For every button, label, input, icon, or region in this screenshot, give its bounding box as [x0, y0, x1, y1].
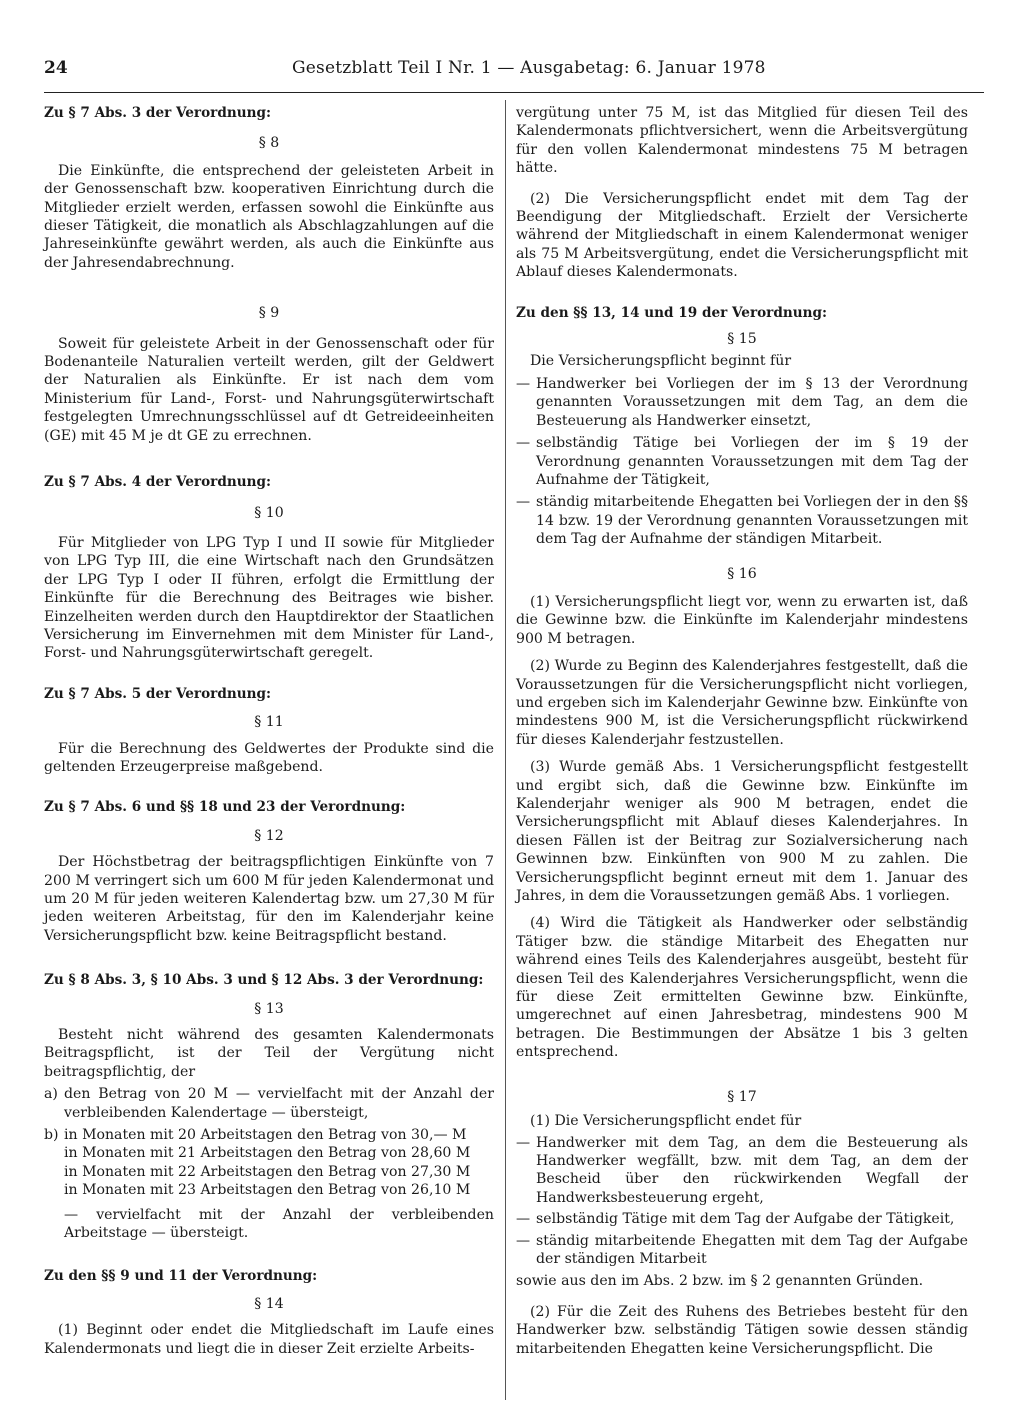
- section-text: Die Einkünfte, die entsprechend der geleisteten Arbeit in der Genossenschaft bzw. kooperativen Einrichtung durch die Mitglieder erzielt werden, erfassen sowohl die Einkünfte aus dieser Tätigkeit, die monatlich als Abschlagzahlungen auf die Jahreseinkünfte gewährt werden, als auch die Einkünfte aus der Jahresendabrechnung.: [44, 162, 494, 271]
- list-marker: b): [44, 1127, 59, 1144]
- section-heading: § 17: [727, 1088, 757, 1105]
- section-reference: Zu § 8 Abs. 3, § 10 Abs. 3 und § 12 Abs. 3 der Verordnung:: [44, 972, 484, 989]
- list-item: [516, 1134, 968, 1208]
- section-text: Für Mitglieder von LPG Typ I und II sowie für Mitglieder von LPG Typ III, die eine Wirtschaft nach den Grundsätzen der LPG Typ I oder II führen, erfolgt die Ermittlung der Einkünfte für die Berechnung des Beitrages wie bisher. Einzelheiten werden durch den Hauptdirektor der Staatlichen Versicherung im Einvernehmen mit dem Minister für Land-, Forst- und Nahrungsgüterwirtschaft geregelt.: [44, 534, 494, 662]
- dash-marker: —: [516, 435, 531, 452]
- section-heading: § 16: [727, 565, 757, 582]
- list-item-line: in Monaten mit 22 Arbeitstagen den Betrag von 27,30 M: [64, 1163, 471, 1180]
- dash-marker: —: [516, 375, 531, 392]
- section-heading: § 13: [254, 1000, 284, 1017]
- dash-marker: —: [516, 1232, 531, 1249]
- list-item-line: in Monaten mit 23 Arbeitstagen den Betrag von 26,10 M: [64, 1182, 471, 1199]
- section-heading: § 12: [254, 827, 284, 844]
- list-marker: a): [44, 1086, 58, 1103]
- section-text: (1) Die Versicherungspflicht endet für: [530, 1113, 802, 1130]
- section-text: (2) Wurde zu Beginn des Kalenderjahres festgestellt, daß die Voraussetzungen für die Versicherungspflicht nicht vorliegen, und ergeben sich im Kalenderjahr Gewinne bzw. Einkünfte von mindestens 900 M, ist die Versicherungspflicht rückwirkend für dieses Kalenderjahr festzustellen.: [516, 658, 968, 748]
- section-text: Für die Berechnung des Geldwertes der Produkte sind die geltenden Erzeugerpreise maßgebend.: [44, 740, 494, 775]
- section-reference: Zu § 7 Abs. 5 der Verordnung:: [44, 685, 271, 702]
- dash-marker: —: [516, 1134, 531, 1151]
- section-heading: § 14: [254, 1295, 284, 1312]
- section-heading: § 11: [254, 714, 284, 731]
- section-text: Die Versicherungspflicht beginnt für: [530, 353, 792, 370]
- section-text: (4) Wird die Tätigkeit als Handwerker oder selbständig Tätiger bzw. die ständige Mitarbeit des Ehegatten nur während eines Teils des Kalenderjahres ausgeübt, besteht für diesen Teil des Kalenderjahres Versicherungspflicht, wenn die für diese Zeit ermittelten Gewinne bzw. Einkünfte, umgerechnet auf einen Jahresbetrag, mindestens 900 M betragen. Die Bestimmungen der Absätze 1 bis 3 gelten entsprechend.: [516, 915, 968, 1061]
- list-item: [516, 1232, 968, 1269]
- list-item: [44, 1085, 494, 1122]
- section-reference: Zu den §§ 9 und 11 der Verordnung:: [44, 1267, 318, 1284]
- section-text: Soweit für geleistete Arbeit in der Genossenschaft oder für Bodenanteile Naturalien verteilt werden, gilt der Geldwert der Naturalien als Einkünfte. Er ist nach dem vom Ministerium für Land-, Forst- und Nahrungsgüterwirtschaft festgelegten Umrechnungsschlüssel auf dt Getreideeinheiten (GE) mit 45 M je dt GE zu errechnen.: [44, 335, 494, 444]
- section-text: Besteht nicht während des gesamten Kalendermonats Beitragspflicht, ist der Teil der Vergütung nicht beitragspflichtig, der: [44, 1027, 494, 1080]
- list-item-text: den Betrag von 20 M — vervielfacht mit der Anzahl der verbleibenden Kalendertage — übersteigt,: [64, 1086, 494, 1121]
- section-reference: Zu § 7 Abs. 3 der Verordnung:: [44, 105, 271, 121]
- section-text: Der Höchstbetrag der beitragspflichtigen Einkünfte von 7 200 M verringert sich um 600 M für jeden Kalendermonat und um 20 M für jeden weiteren Kalendertag bzw. um 27,30 M für jeden weiteren Arbeitstag, für den im Kalenderjahr keine Versicherungspflicht bzw. keine Beitragspflicht bestand.: [44, 854, 494, 944]
- list-item: [516, 434, 968, 489]
- list-item: [516, 1210, 968, 1228]
- section-text: sowie aus den im Abs. 2 bzw. im § 2 genannten Gründen.: [516, 1273, 924, 1290]
- page-number: 24: [44, 58, 68, 78]
- list-item-text: Handwerker bei Vorliegen der im § 13 der Verordnung genannten Voraussetzungen mit dem Tag, an dem die Besteuerung als Handwerker einsetzt,: [536, 375, 968, 429]
- list-item-line: in Monaten mit 20 Arbeitstagen den Betrag von 30,— M: [64, 1127, 467, 1144]
- section-heading: § 9: [258, 305, 280, 322]
- section-text: (2) Die Versicherungspflicht endet mit dem Tag der Beendigung der Mitgliedschaft. Erzielt der Versicherte während der Mitgliedschaft in einem Kalendermonat weniger als 75 M Arbeitsvergütung, endet die Versicherungspflicht mit Ablauf dieses Kalendermonats.: [516, 190, 968, 281]
- section-reference: Zu § 7 Abs. 6 und §§ 18 und 23 der Verordnung:: [44, 799, 406, 816]
- right-column: [516, 104, 968, 1358]
- list-item-text: selbständig Tätige bei Vorliegen der im § 19 der Verordnung genannten Voraussetzungen mit dem Tag der Aufnahme der Tätigkeit,: [536, 435, 968, 488]
- page-header: [44, 58, 984, 93]
- list-item: [44, 1126, 494, 1200]
- dash-marker: —: [516, 494, 531, 511]
- list-item-text: selbständig Tätige mit dem Tag der Aufgabe der Tätigkeit,: [536, 1211, 955, 1228]
- list-item-text: ständig mitarbeitende Ehegatten mit dem Tag der Aufgabe der ständigen Mitarbeit: [536, 1232, 968, 1267]
- section-text: (3) Wurde gemäß Abs. 1 Versicherungspflicht festgestellt und ergibt sich, daß die Gewinne bzw. Einkünfte im Kalenderjahr weniger als 900 M betragen, endet die Versicherungspflicht mit Ablauf dieses Kalenderjahres. In diesen Fällen ist der Beitrag zur Sozialversicherung nach Gewinnen bzw. Einkünften von 900 M zu zahlen. Die Versicherungspflicht beginnt erneut mit dem 1. Januar des Jahres, in dem die Voraussetzungen gemäß Abs. 1 vorliegen.: [516, 759, 968, 905]
- dash-marker: —: [516, 1211, 531, 1228]
- list-item-tail: — vervielfacht mit der Anzahl der verbleibenden Arbeitstage — übersteigt.: [64, 1206, 494, 1242]
- list-item: [516, 493, 968, 548]
- left-column: [44, 104, 494, 1358]
- section-heading: § 15: [727, 331, 757, 348]
- running-head: Gesetzblatt Teil I Nr. 1 — Ausgabetag: 6. Januar 1978: [292, 58, 766, 78]
- section-text: (1) Versicherungspflicht liegt vor, wenn zu erwarten ist, daß die Gewinne bzw. die Einkünfte im Kalenderjahr mindestens 900 M betragen.: [516, 593, 968, 647]
- list-item: [516, 375, 968, 430]
- list-item-text: Handwerker mit dem Tag, an dem die Besteuerung als Handwerker wegfällt, bzw. mit dem Tag, an dem der Bescheid über den rückwirkenden Wegfall der Handwerksbesteuerung ergeht,: [536, 1134, 968, 1206]
- section-reference: Zu den §§ 13, 14 und 19 der Verordnung:: [516, 304, 828, 321]
- section-text: (2) Für die Zeit des Ruhens des Betriebes besteht für den Handwerker bzw. selbständig Tätigen sowie dessen ständig mitarbeitenden Ehegatten keine Versicherungspflicht. Die: [516, 1303, 968, 1357]
- section-text: vergütung unter 75 M, ist das Mitglied für diesen Teil des Kalendermonats pflichtversichert, wenn die Arbeitsvergütung für den vollen Kalendermonat mindestens 75 M betragen hätte.: [516, 105, 968, 177]
- section-heading: § 10: [254, 504, 284, 521]
- section-text: (1) Beginnt oder endet die Mitgliedschaft im Laufe eines Kalendermonats und liegt die in dieser Zeit erzielte Arbeits-: [44, 1322, 494, 1357]
- section-reference: Zu § 7 Abs. 4 der Verordnung:: [44, 474, 271, 491]
- list-item-line: in Monaten mit 21 Arbeitstagen den Betrag von 28,60 M: [64, 1145, 471, 1162]
- list-item-text: ständig mitarbeitende Ehegatten bei Vorliegen der in den §§ 14 bzw. 19 der Verordnung genannten Voraussetzungen mit dem Tag der Aufnahme der ständigen Mitarbeit.: [536, 494, 968, 548]
- section-heading: § 8: [258, 135, 280, 152]
- column-divider: [505, 100, 506, 1400]
